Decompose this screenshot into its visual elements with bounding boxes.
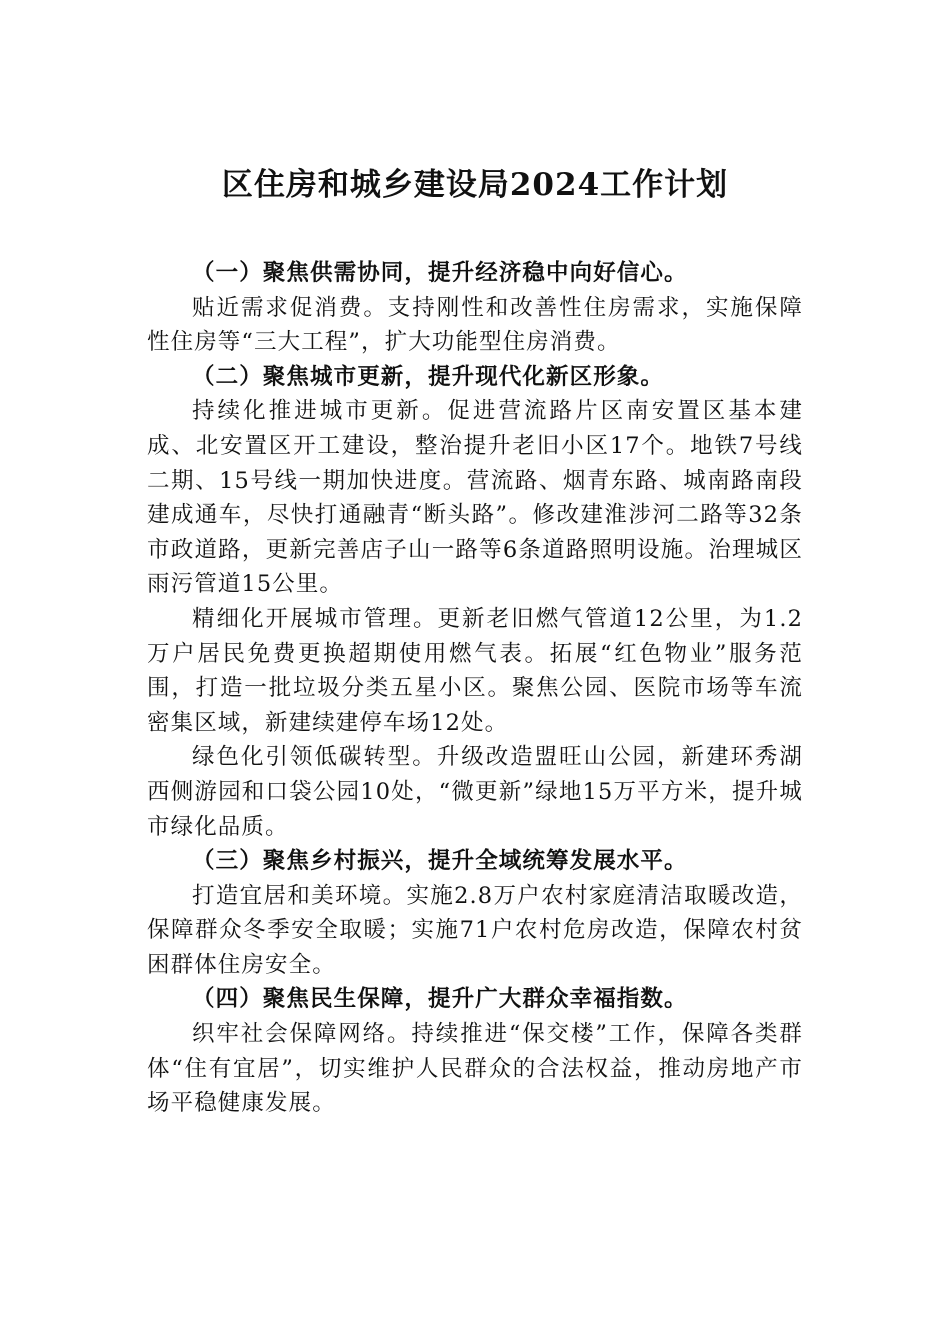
document-body [147,256,803,1121]
paragraph: 打造宜居和美环境。实施2.8万户农村家庭清洁取暖改造，保障群众冬季安全取暖；实施71户农村危房改造，保障农村贫困群体住房安全。 [147,882,803,978]
section-2 [147,360,803,844]
section-1 [147,256,803,360]
section-heading: （三）聚焦乡村振兴，提升全域统筹发展水平。 [192,848,688,875]
section-4 [147,982,803,1120]
document-title: 区住房和城乡建设局2024工作计划 [221,167,729,203]
paragraph: 持续化推进城市更新。促进营流路片区南安置区基本建成、北安置区开工建设，整治提升老旧小区17个。地铁7号线二期、15号线一期加快进度。营流路、烟青东路、城南路南段建成通车，尽快打通融青“断头路”。修改建淮涉河二路等32条市政道路，更新完善店子山一路等6条道路照明设施。治理城区雨污管道15公里。 [147,398,803,598]
paragraph: 精细化开展城市管理。更新老旧燃气管道12公里，为1.2万户居民免费更换超期使用燃气表。拓展“红色物业”服务范围，打造一批垃圾分类五星小区。聚焦公园、医院市场等车流密集区域，新建续建停车场12处。 [147,605,803,736]
section-3 [147,844,803,982]
section-heading: （二）聚焦城市更新，提升现代化新区形象。 [192,363,665,390]
section-heading: （四）聚焦民生保障，提升广大群众幸福指数。 [192,986,688,1013]
section-heading: （一）聚焦供需协同，提升经济稳中向好信心。 [192,260,688,286]
paragraph: 绿色化引领低碳转型。升级改造盟旺山公园，新建环秀湖西侧游园和口袋公园10处，“微更新”绿地15万平方米，提升城市绿化品质。 [147,744,803,840]
paragraph: 织牢社会保障网络。持续推进“保交楼”工作，保障各类群体“住有宜居”，切实维护人民群众的合法权益，推动房地产市场平稳健康发展。 [147,1021,803,1117]
paragraph: 贴近需求促消费。支持刚性和改善性住房需求，实施保障性住房等“三大工程”，扩大功能型住房消费。 [147,294,803,356]
